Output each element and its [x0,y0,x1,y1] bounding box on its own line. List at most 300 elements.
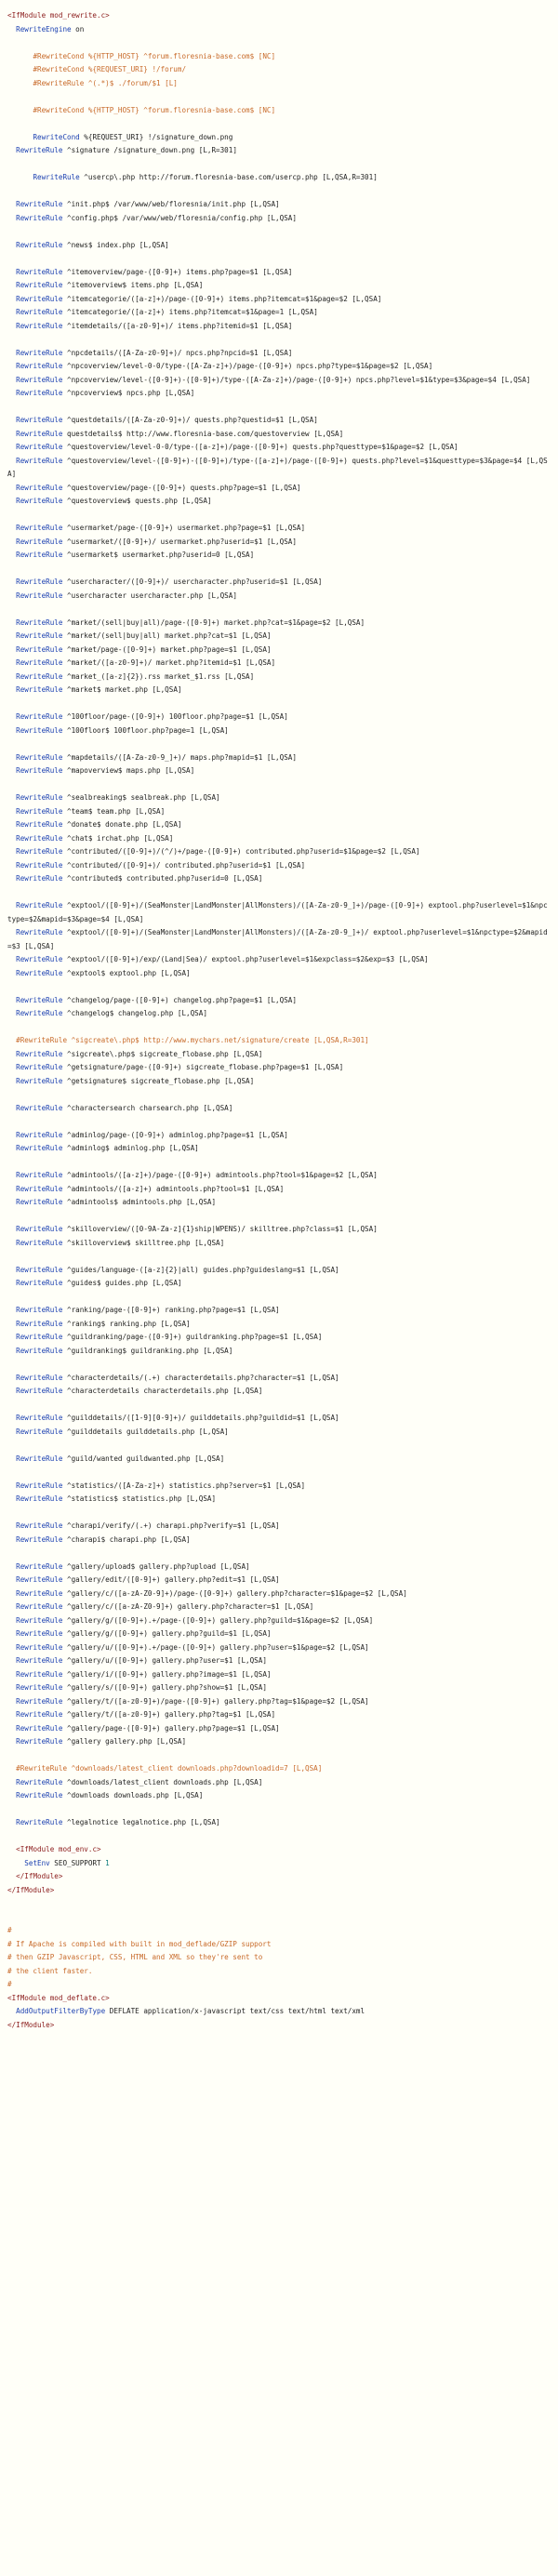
blank-line [7,158,551,172]
indent [7,416,16,424]
blank-line [7,563,551,577]
directive-token: RewriteRule [16,1171,63,1179]
code-line [7,1520,551,1534]
code-line [7,1668,551,1682]
indent [7,1535,16,1544]
code-line [7,590,551,604]
indent [7,1306,16,1314]
plain-token: ^questoverview/page-([0-9]+) quests.php?page=$1 [L,QSA] [62,483,301,492]
indent [7,1225,16,1233]
blank-line [7,509,551,523]
indent [7,1185,16,1193]
plain-token: ^admintools/([a-z]+) admintools.php?tool=$1 [L,QSA] [62,1184,285,1193]
plain-token: ^gallery/u/([0-9]+) gallery.php?user=$1 [L,QSA] [62,1656,267,1665]
indent [7,25,16,33]
plain-token: ^charapi$ charapi.php [L,QSA] [62,1534,191,1544]
comment-token: # the client faster. [7,1966,93,1975]
comment-line [7,1965,551,1979]
code-line [7,266,551,280]
code-line [7,1129,551,1143]
indent [7,1171,16,1179]
blank-line [7,1291,551,1305]
indent [7,1481,16,1490]
code-line [7,482,551,496]
indent [7,847,16,856]
code-line [7,1708,551,1722]
directive-token: RewriteRule [16,551,63,559]
plain-token: %{REQUEST_URI} !/signature_down.png [79,132,233,141]
plain-token: ^exptool$ exptool.php [L,QSA] [62,968,191,977]
code-line [7,1681,551,1695]
plain-token: ^gallery/u/([0-9]+).+/page-([0-9]+) gallery.php?user=$1&page=$2 [L,QSA] [62,1642,369,1652]
directive-token: RewriteRule [16,1049,63,1058]
plain-token: ^sigcreate\.php$ sigcreate_flobase.php [L,QSA] [62,1049,263,1058]
directive-token: RewriteRule [16,685,63,694]
code-line [7,239,551,253]
blank-line [7,225,551,239]
indent [7,1427,16,1436]
blank-line [7,333,551,347]
code-line [7,549,551,563]
code-line [7,198,551,212]
tag-token: <IfModule mod_deflate.c> [7,1993,110,2002]
indent [7,874,16,883]
plain-token: ^usermarket/([0-9]+)/ usermarket.php?userid=$1 [L,QSA] [62,537,297,546]
code-line [7,1007,551,1021]
plain-token: ^admintools/([a-z]+)/page-([0-9]+) admintools.php?tool=$1&page=$2 [L,QSA] [62,1171,378,1179]
plain-token: ^100floor$ 100floor.php?page=1 [L,QSA] [62,725,229,735]
directive-token: RewriteRule [16,1588,63,1598]
directive-token: RewriteRule [16,213,63,222]
blank-line [7,737,551,751]
code-line [7,1102,551,1116]
code-line [7,710,551,724]
indent [7,685,16,694]
code-line [7,131,551,145]
directive-token: RewriteCond [33,132,80,141]
code-line [7,1385,551,1399]
directive-token: RewriteRule [16,658,63,667]
code-line [7,818,551,832]
directive-token: RewriteRule [16,901,63,910]
directive-token: RewriteRule [16,1346,63,1355]
directive-token: RewriteRule [16,1184,63,1193]
indent [7,362,16,370]
code-line [7,764,551,778]
directive-token: RewriteRule [16,416,63,424]
indent [7,484,16,492]
code-line [7,171,551,185]
plain-token: ^usermarket/page-([0-9]+) usermarket.php?page=$1 [L,QSA] [62,524,306,532]
directive-token: RewriteRule [16,389,63,397]
blank-line [7,1358,551,1372]
indent [7,376,16,384]
comment-line [7,1951,551,1965]
directive-token: RewriteRule [16,712,63,721]
directive-token: RewriteRule [16,955,63,963]
tag-line [7,1884,551,1898]
indent [7,631,16,640]
directive-token: RewriteRule [16,644,63,654]
plain-token: ^guild/wanted guildwanted.php [L,QSA] [62,1454,225,1463]
code-line [7,1453,551,1467]
indent [7,766,16,775]
plain-token: ^gallery/upload$ gallery.php?upload [L,QSA] [62,1561,250,1571]
directive-token: RewriteRule [16,1818,63,1826]
code-line [7,495,551,509]
plain-token: ^team$ team.php [L,QSA] [62,806,166,816]
code-line [7,320,551,334]
code-line [7,1345,551,1359]
indent [7,1387,16,1395]
indent [7,1697,16,1706]
blank-line [7,1115,551,1129]
plain-token: ^skilloverview/([0-9A-Za-z]{1}ship|WPENS)/ skilltree.php?class=$1 [L,QSA] [62,1225,378,1233]
code-line [7,1573,551,1587]
tag-line [7,2019,551,2033]
indent [7,591,16,600]
plain-token: ^itemcategorie/([a-z]+)/page-([0-9]+) items.php?itemcat=$1&page=$2 [L,QSA] [62,294,382,303]
code-line [7,967,551,981]
plain-token: ^guides$ guides.php [L,QSA] [62,1279,182,1287]
plain-token: ^changelog$ changelog.php [L,QSA] [62,1009,207,1017]
indent [7,658,16,667]
plain-token: ^adminlog/page-([0-9]+) adminlog.php?page=$1 [L,QSA] [62,1130,288,1139]
indent [7,497,16,505]
indent [7,268,16,276]
indent [7,1845,16,1853]
directive-token: RewriteRule [16,1319,63,1328]
indent [7,65,33,73]
code-line [7,724,551,738]
code-line [7,1196,551,1210]
plain-token: ^statistics/([A-Za-z]+) statistics.php?server=$1 [L,QSA] [62,1481,306,1490]
plain-token: ^questoverview/level-0-0/type-([a-z]+)/page-([0-9]+) quests.php?questtype=$1&page=$2 [L,QSA] [62,443,458,451]
indent [7,1063,16,1071]
comment-line [7,1034,551,1048]
indent [7,1009,16,1017]
indent [7,1494,16,1503]
plain-token: ^guilddetails guilddetails.php [L,QSA] [62,1427,229,1436]
plain-token: ^characterdetails characterdetails.php [L,QSA] [62,1387,263,1395]
code-line [7,1735,551,1749]
directive-token: RewriteRule [16,537,63,546]
code-line [7,899,551,926]
plain-token: ^market/([a-z0-9]+)/ market.php?itemid=$1 [L,QSA] [62,658,276,667]
plain-token: ^itemdetails/([a-z0-9]+)/ items.php?itemid=$1 [L,QSA] [62,321,293,330]
plain-token: ^contributed/([0-9]+)/ contributed.php?userid=$1 [L,QSA] [62,860,306,870]
indent [7,1859,24,1867]
plain-token: ^getsignature$ sigcreate_flobase.php [L,QSA] [62,1076,255,1085]
code-line [7,872,551,886]
directive-token: RewriteRule [16,1696,63,1706]
blank-line [7,1439,551,1453]
comment-token: #RewriteRule ^downloads/latest_client downloads.php?downloadid=7 [L,QSA] [16,1764,323,1773]
plain-token: SEO_SUPPORT [49,1858,106,1867]
indent [7,1333,16,1341]
plain-token: ^mapoverview$ maps.php [L,QSA] [62,766,195,775]
code-line [7,1641,551,1655]
indent [7,173,33,181]
blank-line [7,117,551,131]
directive-token: RewriteRule [16,267,63,276]
indent [7,1683,16,1692]
blank-line [7,886,551,900]
plain-token: ^npcoverview/level-0-0/type-([A-Za-z]+)/page-([0-9]+) npcs.php?type=$1&page=$2 [L,QSA] [62,362,433,370]
code-line [7,522,551,536]
plain-token: ^changelog/page-([0-9]+) changelog.php?page=$1 [L,QSA] [62,995,297,1004]
directive-token: RewriteRule [16,1481,63,1490]
code-line [7,1600,551,1614]
indent [7,308,16,316]
blank-line [7,252,551,266]
directive-token: RewriteRule [16,766,63,775]
code-line [7,1493,551,1507]
code-line [7,845,551,859]
plain-token: ^questoverview/level-([0-9]+)-([0-9]+)/type-([a-z]+)/page-([0-9]+) quests.php?level=$1&questtype=$3&page=$4 [L,QSA] [7,456,548,478]
blank-line [7,1803,551,1817]
code-line [7,1264,551,1278]
plain-token: ^itemcategorie/([a-z]+) items.php?itemcat=$1&page=1 [L,QSA] [62,308,318,316]
tag-line [7,9,551,23]
code-line [7,832,551,846]
blank-line [7,1210,551,1224]
indent [7,443,16,451]
code-line [7,441,551,455]
directive-token: RewriteRule [16,497,63,505]
tag-token: <IfModule mod_rewrite.c> [7,11,110,20]
comment-line [7,1762,551,1776]
code-line [7,1304,551,1318]
directive-token: RewriteRule [16,1009,63,1017]
directive-token: RewriteRule [16,1710,63,1719]
indent [7,1239,16,1247]
blank-line [7,1911,551,1925]
indent [7,1778,16,1786]
plain-token: on [71,24,85,33]
directive-token: RewriteRule [16,1521,63,1530]
plain-token: ^mapdetails/([A-Za-z0-9_]+)/ maps.php?mapid=$1 [L,QSA] [62,752,297,762]
comment-token: #RewriteCond %{REQUEST_URI} !/forum/ [33,65,187,73]
directive-token: RewriteRule [16,240,63,249]
indent [7,1374,16,1382]
indent [7,726,16,735]
code-line [7,1331,551,1345]
comment-token: # [7,1980,12,1988]
plain-token: ^guilddetails/([1-9][0-9]+)/ guilddetails.php?guildid=$1 [L,QSA] [62,1414,339,1422]
code-line [7,1142,551,1156]
code-line [7,1587,551,1601]
code-line [7,1169,551,1183]
indent [7,820,16,829]
plain-token: ^contributed/([0-9]+)/(^/)+/page-([0-9]+) contributed.php?userid=$1&page=$2 [L,QSA] [62,847,420,856]
indent [7,1198,16,1206]
indent [7,1454,16,1463]
directive-token: RewriteRule [16,1063,63,1071]
directive-token: RewriteRule [16,1144,63,1152]
directive-token: RewriteRule [16,308,63,316]
indent [7,200,16,208]
indent [7,551,16,559]
plain-token: ^admintools$ admintools.php [L,QSA] [62,1198,217,1206]
comment-line [7,104,551,118]
plain-token: ^skilloverview$ skilltree.php [L,QSA] [62,1238,225,1247]
plain-token: ^init.php$ /var/www/web/floresnia/init.php [L,QSA] [62,200,280,208]
code-line [7,1654,551,1668]
code-line [7,279,551,293]
plain-token: ^exptool/([0-9]+)/exp/(Land|Sea)/ exptool.php?userlevel=$1&expclass=$2&exp=$3 [L,QSA] [62,955,429,963]
directive-token: RewriteRule [33,173,80,181]
directive-token: RewriteRule [16,1454,63,1463]
plain-token: ^gallery/t/([a-z0-9]+)/page-([0-9]+) gallery.php?tag=$1&page=$2 [L,QSA] [62,1696,369,1706]
directive-token: RewriteRule [16,1642,63,1652]
plain-token: ^npcoverview$ npcs.php [L,QSA] [62,389,195,397]
indent [7,1077,16,1085]
directive-token: RewriteRule [16,281,63,289]
code-line [7,1061,551,1075]
code-line [7,1223,551,1237]
directive-token: RewriteRule [16,443,63,451]
code-line [7,1857,551,1871]
plain-token: questdetails$ http://www.floresnia-base.com/questoverview [L,QSA] [62,429,344,438]
code-line [7,1075,551,1089]
plain-token: ^config.php$ /var/www/web/floresnia/config.php [L,QSA] [62,213,297,222]
indent [7,295,16,303]
blank-line [7,1021,551,1035]
indent [7,214,16,222]
directive-token: RewriteEngine [16,24,72,33]
code-line [7,1534,551,1547]
plain-token: ^ranking/page-([0-9]+) ranking.php?page=$1 [L,QSA] [62,1306,280,1314]
plain-token: ^market/page-([0-9]+) market.php?page=$1 [L,QSA] [62,644,272,654]
plain-token: ^itemoverview$ items.php [L,QSA] [62,281,204,289]
directive-token: RewriteRule [16,362,63,370]
plain-token: ^market$ market.php [L,QSA] [62,685,182,694]
directive-token: RewriteRule [16,860,63,870]
comment-token: # then GZIP Javascript, CSS, HTML and XML so they're sent to [7,1953,263,1961]
plain-token: ^market_([a-z]{2}).rss market_$1.rss [L,QSA] [62,671,255,681]
tag-token: <IfModule mod_env.c> [16,1845,101,1853]
indent [7,712,16,721]
num-token: 1 [105,1858,110,1867]
indent [7,1643,16,1652]
indent [7,1131,16,1139]
indent [7,753,16,762]
plain-token: ^usercharacter/([0-9]+)/ usercharacter.php?userid=$1 [L,QSA] [62,578,323,586]
indent [7,1670,16,1679]
comment-line [7,1938,551,1952]
plain-token: ^gallery/i/([0-9]+) gallery.php?image=$1 [L,QSA] [62,1669,272,1679]
indent [7,524,16,532]
comment-line [7,1978,551,1992]
code-line [7,1560,551,1574]
plain-token: ^gallery/page-([0-9]+) gallery.php?page=$1 [L,QSA] [62,1723,280,1733]
indent [7,1710,16,1719]
directive-token: RewriteRule [16,793,63,802]
plain-token: ^usercp\.php http://forum.floresnia-base.com/usercp.php [L,QSA,R=301] [79,173,378,181]
comment-line [7,63,551,77]
code-line [7,428,551,442]
directive-token: RewriteRule [16,1656,63,1665]
code-line [7,630,551,644]
code-line [7,414,551,428]
directive-token: RewriteRule [16,1602,63,1611]
directive-token: RewriteRule [16,146,63,154]
plain-token: ^statistics$ statistics.php [L,QSA] [62,1494,217,1503]
comment-line [7,1924,551,1938]
directive-token: RewriteRule [16,1561,63,1571]
code-line [7,926,551,953]
code-line [7,684,551,697]
plain-token: ^news$ index.php [L,QSA] [62,240,169,249]
tag-token: </IfModule> [7,2020,55,2029]
directive-token: RewriteRule [16,1669,63,1679]
blank-line [7,1156,551,1170]
plain-token: ^usercharacter usercharacter.php [L,QSA] [62,591,237,600]
directive-token: RewriteRule [16,1103,63,1112]
code-line [7,953,551,967]
blank-line [7,1897,551,1911]
plain-token: ^npcdetails/([A-Za-z0-9]+)/ npcs.php?npcid=$1 [L,QSA] [62,348,293,357]
code-line [7,751,551,765]
code-line [7,791,551,805]
directive-token: RewriteRule [16,456,63,465]
indent [7,1872,16,1880]
code-line [7,1816,551,1830]
directive-token: RewriteRule [16,1737,63,1746]
blank-line [7,1399,551,1413]
plain-token: ^donate$ donate.php [L,QSA] [62,820,182,829]
plain-token: ^gallery/t/([a-z0-9]+) gallery.php?tag=$1 [L,QSA] [62,1710,276,1719]
indent [7,146,16,154]
plain-token: ^market/(sell|buy|all)/page-([0-9]+) market.php?cat=$1&page=$2 [L,QSA] [62,617,365,627]
code-line [7,293,551,307]
indent [7,969,16,977]
indent [7,1414,16,1422]
plain-token: DEFLATE application/x-javascript text/css text/html text/xml [105,2007,365,2015]
indent [7,1320,16,1328]
plain-token: ^charapi/verify/(.+) charapi.php?verify=$1 [L,QSA] [62,1521,280,1530]
plain-token: ^gallery/g/([0-9]+) gallery.php?guild=$1 [L,QSA] [62,1629,272,1638]
code-line [7,994,551,1008]
indent [7,1629,16,1638]
indent [7,834,16,843]
indent [7,1050,16,1058]
directive-token: RewriteRule [16,671,63,681]
directive-token: RewriteRule [16,375,63,384]
indent [7,1575,16,1584]
plain-token: ^ranking$ ranking.php [L,QSA] [62,1319,191,1328]
code-line [7,23,551,37]
plain-token: ^signature /signature_down.png [L,R=301] [62,146,237,154]
directive-token: RewriteRule [16,429,63,438]
blank-line [7,36,551,50]
plain-token: ^100floor/page-([0-9]+) 100floor.php?page=$1 [L,QSA] [62,712,288,721]
plain-token: ^exptool/([0-9]+)/(SeaMonster|LandMonster|AllMonsters)/([A-Za-z0-9_]+)/ exptool.php?userlevel=$1&npctype=$2&mapid=$3 [L,QSA] [7,928,548,950]
indent [7,1724,16,1733]
indent [7,1602,16,1611]
code-line [7,1183,551,1197]
directive-token: RewriteRule [16,578,63,586]
directive-token: RewriteRule [16,1265,63,1274]
directive-token: RewriteRule [16,968,63,977]
comment-token: # If Apache is compiled with built in mod_deflade/GZIP support [7,1939,272,1948]
indent [7,389,16,397]
plain-token: ^downloads/latest_client downloads.php [L,QSA] [62,1777,263,1786]
plain-token: ^sealbreaking$ sealbreak.php [L,QSA] [62,793,220,802]
indent [7,1791,16,1799]
directive-token: RewriteRule [16,1225,63,1233]
